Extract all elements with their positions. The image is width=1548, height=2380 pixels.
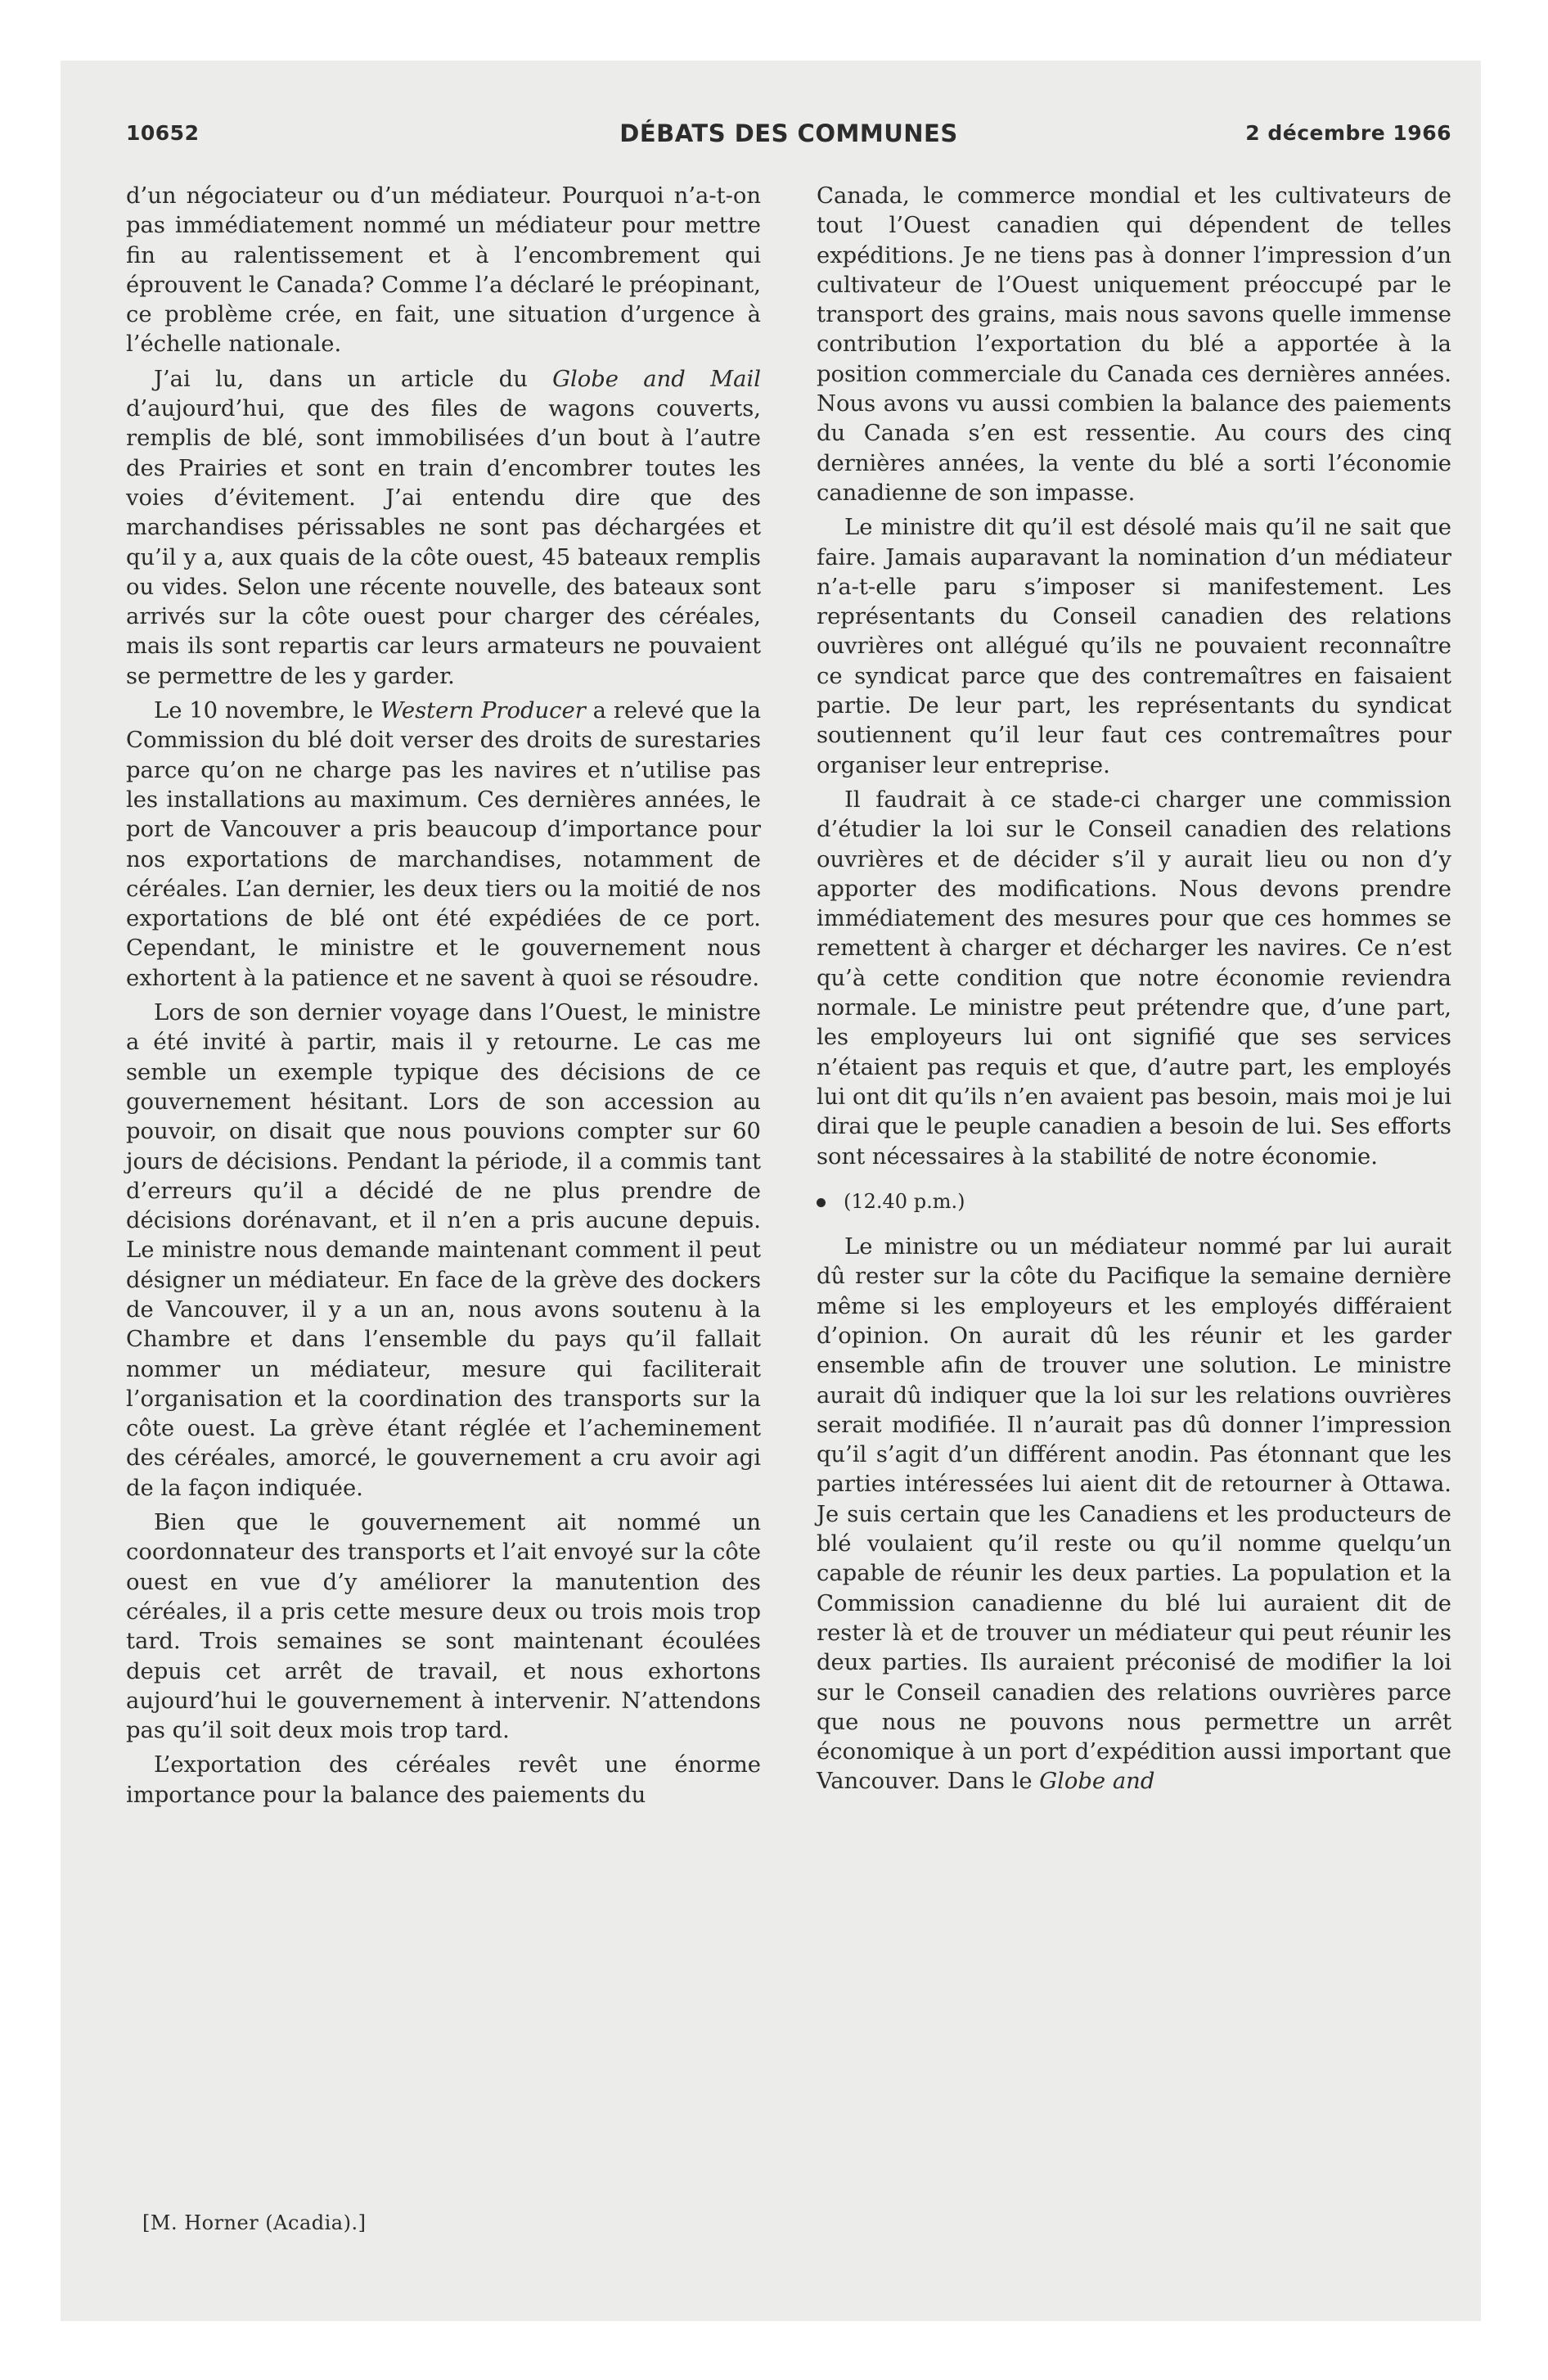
paragraph: Il faudrait à ce stade-ci charger une commission d’étudier la loi sur le Conseil canadien des relations ouvrières et de décider s’il y aurait lieu ou non d’y apporter des modifications. Nous devons prendre immédiatement des mesures pour que ces hommes se remettent à charger et décharger les navires. Ce n’est qu’à cette condition que notre économie reviendra normale. Le ministre peut prétendre que, d’une part, les employeurs lui ont signifié que ses services n’étaient pas requis et que, d’autre part, les employés lui ont dit qu’ils n’en avaient pas besoin, mais moi je lui dirai que le peuple canadien a besoin de lui. Ses efforts sont nécessaires à la stabilité de notre économie. xyxy=(817,787,1451,1170)
newspaper-title: Globe and xyxy=(1039,1769,1155,1795)
text: a relevé que la Commission du blé doit verser des droits de surestaries parce qu’on ne charge pas les navires et n’utilise pas les installations au maximum. Ces dernières années, le port de Vancouver a pris beaucoup d’importance pour nos exportations de marchandises, notamment de céréales. L’an dernier, les deux tiers ou la moitié de nos exportations de blé ont été expédiées de ce port. Cependant, le ministre et le gouvernement nous exhortent à la patience et ne savent à quoi se résoudre. xyxy=(126,698,761,991)
text: J’ai lu, dans un article du xyxy=(154,366,553,392)
left-column xyxy=(126,182,761,1815)
timestamp xyxy=(817,1187,1451,1216)
speaker-attribution: [M. Horner (Acadia).] xyxy=(142,2211,367,2234)
publication-title: DÉBATS DES COMMUNES xyxy=(619,119,958,147)
text: Le 10 novembre, le xyxy=(154,698,380,724)
page-header xyxy=(126,115,1451,154)
paragraph xyxy=(126,696,761,994)
paragraph: Bien que le gouvernement ait nommé un coordonnateur des transports et l’ait envoyé sur la côte ouest en vue d’y améliorer la manutention des céréales, il a pris cette mesure deux ou trois mois trop tard. Trois semaines se sont maintenant écoulées depuis cet arrêt de travail, et nous exhortons aujourd’hui le gouvernement à intervenir. N’attendons pas qu’il soit deux mois trop tard. xyxy=(126,1510,761,1744)
newspaper-title: Globe and Mail xyxy=(552,366,761,392)
text: Le ministre ou un médiateur nommé par lui aurait dû rester sur la côte du Pacifique la semaine dernière même si les employeurs et les employés différaient d’opinion. On aurait dû les réunir et les garder ensemble afin de trouver une solution. Le ministre aurait dû indiquer que la loi sur les relations ouvrières serait modifiée. Il n’aurait pas dû donner l’impression qu’il s’agit d’un différent anodin. Pas étonnant que les parties intéressées lui aient dit de retourner à Ottawa. Je suis certain que les Canadiens et les producteurs de blé voulaient qu’il reste ou qu’il nomme quelqu’un capable de réunir les deux parties. La population et la Commission canadienne du blé lui auraient dit de rester là et de trouver un médiateur qui peut réunir les deux parties. Ils auraient préconisé de modifier la loi sur le Conseil canadien des relations ouvrières parce que nous ne pouvons nous permettre un arrêt économique à un port d’expédition aussi important que Vancouver. Dans le xyxy=(817,1234,1451,1795)
paragraph: L’exportation des céréales revêt une énorme importance pour la balance des paiements du xyxy=(126,1752,761,1808)
page-number: 10652 xyxy=(126,121,200,145)
paragraph xyxy=(817,1233,1451,1797)
newspaper-title: Western Producer xyxy=(380,698,586,724)
timestamp-text: (12.40 p.m.) xyxy=(844,1189,965,1213)
paragraph xyxy=(126,365,761,692)
page-date: 2 décembre 1966 xyxy=(1245,121,1451,145)
bullet-icon xyxy=(817,1198,826,1207)
paragraph: d’un négociateur ou d’un médiateur. Pourquoi n’a-t-on pas immédiatement nommé un médiateur pour mettre fin au ralentissement et à l’encombrement qui éprouvent le Canada? Comme l’a déclaré le préopinant, ce problème crée, en fait, une situation d’urgence à l’échelle nationale. xyxy=(126,183,761,358)
paragraph: Canada, le commerce mondial et les cultivateurs de tout l’Ouest canadien qui dépendent de telles expéditions. Je ne tiens pas à donner l’impression d’un cultivateur de l’Ouest uniquement préoccupé par le transport des grains, mais nous savons quelle immense contribution l’exportation du blé a apportée à la position commerciale du Canada ces dernières années. Nous avons vu aussi combien la balance des paiements du Canada s’en est ressentie. Au cours des cinq dernières années, la vente du blé a sorti l’économie canadienne de son impasse. xyxy=(817,183,1451,506)
paragraph: Le ministre dit qu’il est désolé mais qu’il ne sait que faire. Jamais auparavant la nomination d’un médiateur n’a-t-elle paru s’imposer si manifestement. Les représentants du Conseil canadien des relations ouvrières ont allégué qu’ils ne pouvaient reconnaître ce syndicat parce que des contremaîtres en faisaient partie. De leur part, les représentants du syndicat soutiennent qu’il leur faut ces contremaîtres pour organiser leur entreprise. xyxy=(817,515,1451,778)
paragraph: Lors de son dernier voyage dans l’Ouest, le ministre a été invité à partir, mais il y retourne. Le cas me semble un exemple typique des décisions de ce gouvernement hésitant. Lors de son accession au pouvoir, on disait que nous pouvions compter sur 60 jours de décisions. Pendant la période, il a commis tant d’erreurs qu’il a décidé de ne plus prendre de décisions dorénavant, et il n’en a pris aucune depuis. Le ministre nous demande maintenant comment il peut désigner un médiateur. En face de la grève des dockers de Vancouver, il y a un an, nous avons soutenu à la Chambre et dans l’ensemble du pays qu’il fallait nommer un médiateur, mesure qui faciliterait l’organisation et la coordination des transports sur la côte ouest. La grève étant réglée et l’acheminement des céréales, amorcé, le gouvernement a cru avoir agi de la façon indiquée. xyxy=(126,1000,761,1501)
right-column xyxy=(817,182,1451,1802)
text: d’aujourd’hui, que des files de wagons couverts, remplis de blé, sont immobilisées d’un bout à l’autre des Prairies et sont en train d’encombrer toutes les voies d’évitement. J’ai entendu dire que des marchandises périssables ne sont pas déchargées et qu’il y a, aux quais de la côte ouest, 45 bateaux remplis ou vides. Selon une récente nouvelle, des bateaux sont arrivés sur la côte ouest pour charger des céréales, mais ils sont repartis car leurs armateurs ne pouvaient se permettre de les y garder. xyxy=(126,396,761,689)
